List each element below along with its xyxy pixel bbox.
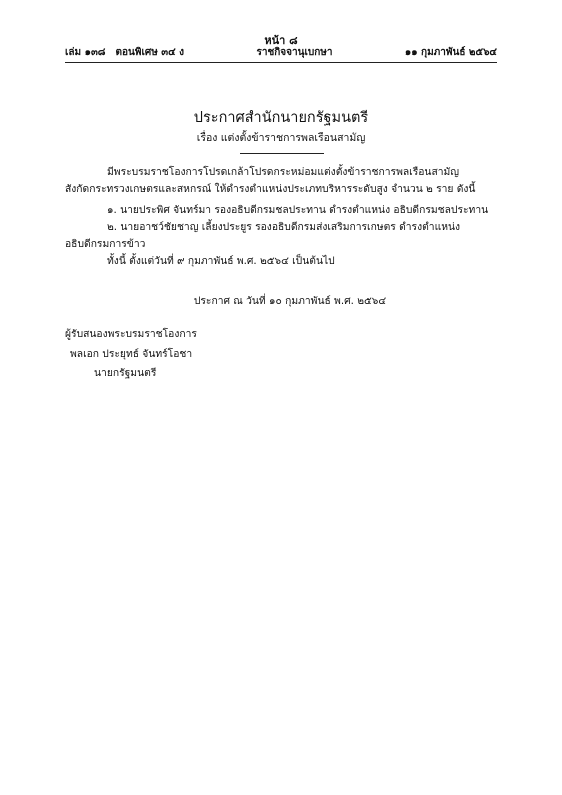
title-underline (240, 153, 324, 154)
header-divider (65, 62, 497, 63)
countersign-label: ผู้รับสนองพระบรมราชโองการ (65, 328, 197, 340)
signatory-position: นายกรัฐมนตรี (94, 367, 157, 379)
appointment-item-2-line-2: อธิบดีกรมการข้าว (65, 238, 146, 250)
volume-section-group (65, 45, 184, 60)
issue-date: ๑๑ กุมภาพันธ์ ๒๕๖๔ (404, 47, 497, 58)
gazette-header (65, 45, 497, 60)
announcement-title: ประกาศสำนักนายกรัฐมนตรี (193, 110, 369, 126)
intro-paragraph-line-2: สังกัดกระทรวงเกษตรและสหกรณ์ ให้ดำรงตำแหน่งประเภทบริหารระดับสูง จำนวน ๒ ราย ดังนี้ (65, 183, 476, 195)
appointment-item-1: ๑. นายประพิศ จันทร์มา รองอธิบดีกรมชลประทาน ดำรงตำแหน่ง อธิบดีกรมชลประทาน (107, 204, 489, 216)
volume-label: เล่ม ๑๓๘ (65, 47, 106, 58)
gazette-name: ราชกิจจานุเบกษา (256, 47, 333, 58)
page-number: หน้า ๘ (264, 34, 298, 47)
announcement-date: ประกาศ ณ วันที่ ๑๐ กุมภาพันธ์ พ.ศ. ๒๕๖๔ (193, 295, 387, 307)
signatory-name: พลเอก ประยุทธ์ จันทร์โอชา (70, 348, 193, 360)
intro-paragraph-line-1: มีพระบรมราชโองการโปรดเกล้าโปรดกระหม่อมแต่งตั้งข้าราชการพลเรือนสามัญ (107, 166, 460, 178)
announcement-subject: เรื่อง แต่งตั้งข้าราชการพลเรือนสามัญ (196, 132, 366, 144)
effective-date-line: ทั้งนี้ ตั้งแต่วันที่ ๙ กุมภาพันธ์ พ.ศ. ๒๕๖๔ เป็นต้นไป (107, 255, 335, 267)
appointment-item-2-line-1: ๒. นายอาชว์ชัยชาญ เลี้ยงประยูร รองอธิบดีกรมส่งเสริมการเกษตร ดำรงตำแหน่ง (107, 221, 461, 233)
section-label: ตอนพิเศษ ๓๔ ง (115, 47, 185, 58)
